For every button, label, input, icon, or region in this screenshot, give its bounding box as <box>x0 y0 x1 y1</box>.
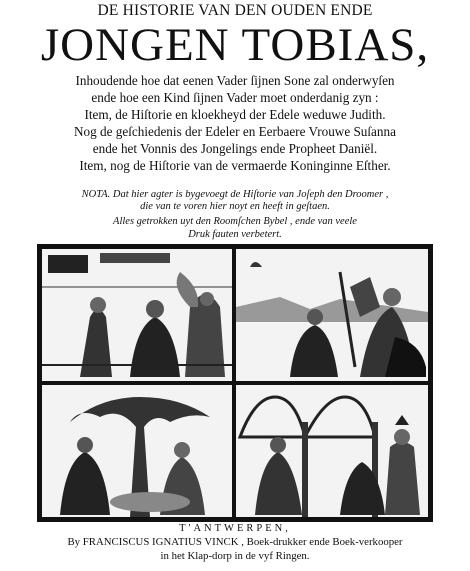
title-line-1: DE HISTORIE VAN DEN OUDEN ENDE <box>97 2 373 19</box>
woodcut-panel-esther <box>236 385 428 517</box>
italic-line-2: Druk fauten verbetert. <box>188 229 282 240</box>
italic-line-1: Alles getrokken uyt den Roomſchen Bybel , ende van veele <box>113 216 357 227</box>
body-line: ende hoe een Kind ſijnen Vader moet onderdanig zyn : <box>91 90 379 105</box>
woodcut-panel-susanna <box>42 385 232 517</box>
body-line: Item, de Hiſtorie en kloekheyd der Edele weduwe Judith. <box>84 107 386 122</box>
body-line: ende het Vonnis des Jongelings ende Propheet Daniël. <box>92 141 378 156</box>
nota-line-2: die van te voren hier noyt en heeft in geſtaen. <box>140 201 330 212</box>
title-line-2: JONGEN TOBIAS, <box>40 20 430 70</box>
body-line: Item, nog de Hiſtorie van de vermaerde Koninginne Eſther. <box>79 158 391 173</box>
imprint-line-1: T'ANTWERPEN, <box>179 523 291 534</box>
body-line: Inhoudende hoe dat eenen Vader ſijnen Sone zal onderwyſen <box>75 73 395 88</box>
woodcut-svg <box>40 247 430 519</box>
woodcut-panel-judith <box>236 249 428 381</box>
imprint-line-2: By FRANCISCUS IGNATIUS VINCK , Boek-drukker ende Boek-verkooper <box>67 536 403 548</box>
woodcut-illustrations <box>37 244 433 522</box>
woodcut-panel-tobias <box>42 249 232 381</box>
imprint-line-3: in het Klap-dorp in de vyf Ringen. <box>160 550 310 562</box>
nota-line-1: NOTA. Dat hier agter is bygevoegt de Hiſtorie van Joſeph den Droomer , <box>81 189 389 200</box>
body-line: Nog de geſchiedenis der Edeler en Eerbaere Vrouwe Suſanna <box>74 124 396 139</box>
